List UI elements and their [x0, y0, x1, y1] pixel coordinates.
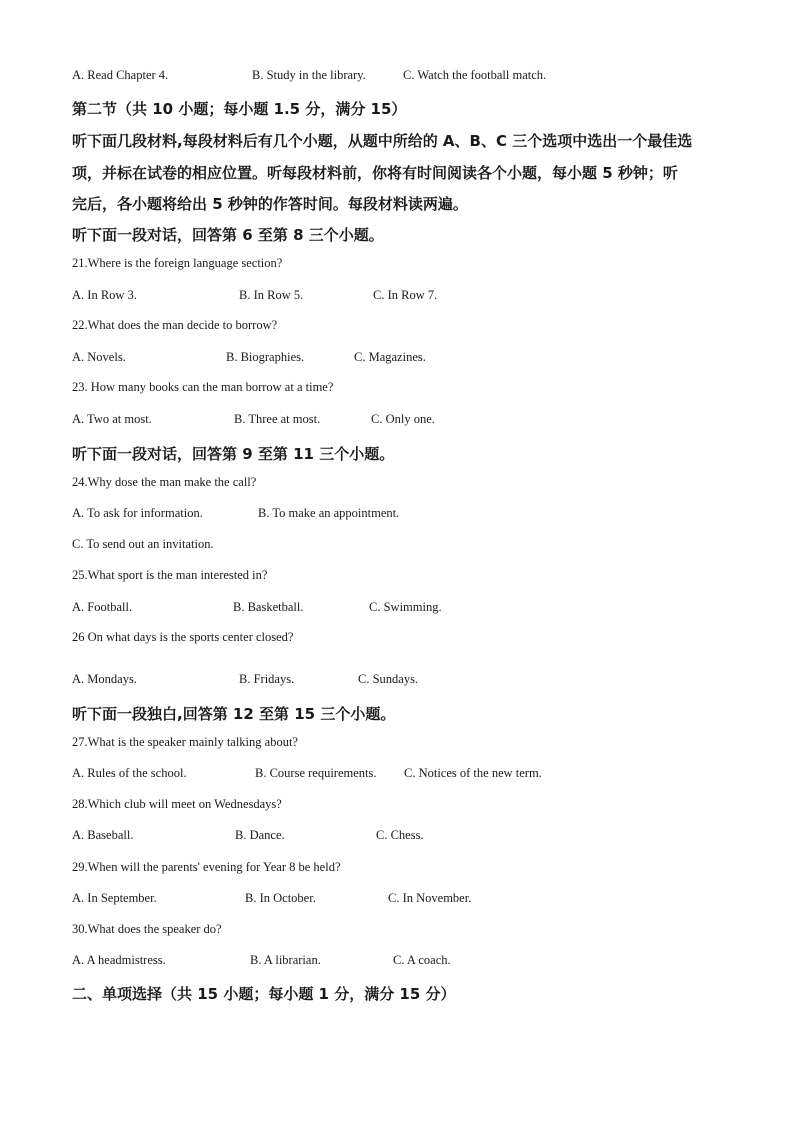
question-27: 27.What is the speaker mainly talking about?: [72, 735, 298, 749]
option-c: C. Only one.: [371, 412, 435, 426]
group2-title: 听下面一段对话，回答第 9 至第 11 三个小题。: [72, 445, 395, 463]
instruction-line-3: 完后，各小题将给出 5 秒钟的作答时间。每段材料读两遍。: [72, 195, 468, 213]
part2-title: 二、单项选择（共 15 小题；每小题 1 分，满分 15 分）: [72, 985, 456, 1003]
section2-title: 第二节（共 10 小题；每小题 1.5 分，满分 15）: [72, 100, 407, 118]
question-28: 28.Which club will meet on Wednesdays?: [72, 797, 282, 811]
option-c: C. In Row 7.: [373, 288, 438, 302]
option-b: B. In Row 5.: [239, 288, 304, 302]
option-a: A. Baseball.: [72, 828, 134, 842]
option-c: C. Watch the football match.: [403, 68, 547, 82]
question-30: 30.What does the speaker do?: [72, 922, 222, 936]
instruction-line-1: 听下面几段材料,每段材料后有几个小题，从题中所给的 A、B、C 三个选项中选出一个最佳选: [72, 132, 693, 150]
option-a: A. Rules of the school.: [72, 766, 187, 780]
question-25: 25.What sport is the man interested in?: [72, 568, 268, 582]
question-26: 26 On what days is the sports center closed?: [72, 630, 294, 644]
option-c: C. Magazines.: [354, 350, 426, 364]
option-b: B. To make an appointment.: [258, 506, 400, 520]
option-b: B. Basketball.: [233, 600, 304, 614]
option-a: A. Novels.: [72, 350, 126, 364]
option-b: B. Biographies.: [226, 350, 305, 364]
option-b: B. Fridays.: [239, 672, 295, 686]
option-a: A. Two at most.: [72, 412, 152, 426]
option-c: C. Chess.: [376, 828, 424, 842]
option-b: B. A librarian.: [250, 953, 321, 967]
option-a: A. To ask for information.: [72, 506, 203, 520]
option-c: C. A coach.: [393, 953, 451, 967]
option-a: A. In Row 3.: [72, 288, 137, 302]
option-a: A. In September.: [72, 891, 157, 905]
question-22: 22.What does the man decide to borrow?: [72, 318, 278, 332]
question-21: 21.Where is the foreign language section?: [72, 256, 283, 270]
option-c: C. Swimming.: [369, 600, 442, 614]
instruction-line-2: 项，并标在试卷的相应位置。听每段材料前，你将有时间阅读各个小题，每小题 5 秒钟；听: [72, 164, 678, 182]
question-23: 23. How many books can the man borrow at a time?: [72, 380, 334, 394]
option-a: A. A headmistress.: [72, 953, 166, 967]
question-29: 29.When will the parents' evening for Year 8 be held?: [72, 860, 341, 874]
option-a: A. Football.: [72, 600, 133, 614]
option-b: B. In October.: [245, 891, 316, 905]
option-b: B. Study in the library.: [252, 68, 366, 82]
group1-title: 听下面一段对话，回答第 6 至第 8 三个小题。: [72, 226, 384, 244]
question-24: 24.Why dose the man make the call?: [72, 475, 257, 489]
option-a: A. Read Chapter 4.: [72, 68, 169, 82]
option-c: C. Sundays.: [358, 672, 419, 686]
option-c: C. Notices of the new term.: [404, 766, 542, 780]
option-a: A. Mondays.: [72, 672, 137, 686]
option-b: B. Three at most.: [234, 412, 321, 426]
group3-title: 听下面一段独白,回答第 12 至第 15 三个小题。: [72, 705, 396, 723]
option-b: B. Course requirements.: [255, 766, 377, 780]
question-24-option-c: C. To send out an invitation.: [72, 537, 214, 551]
option-b: B. Dance.: [235, 828, 285, 842]
option-c: C. In November.: [388, 891, 472, 905]
